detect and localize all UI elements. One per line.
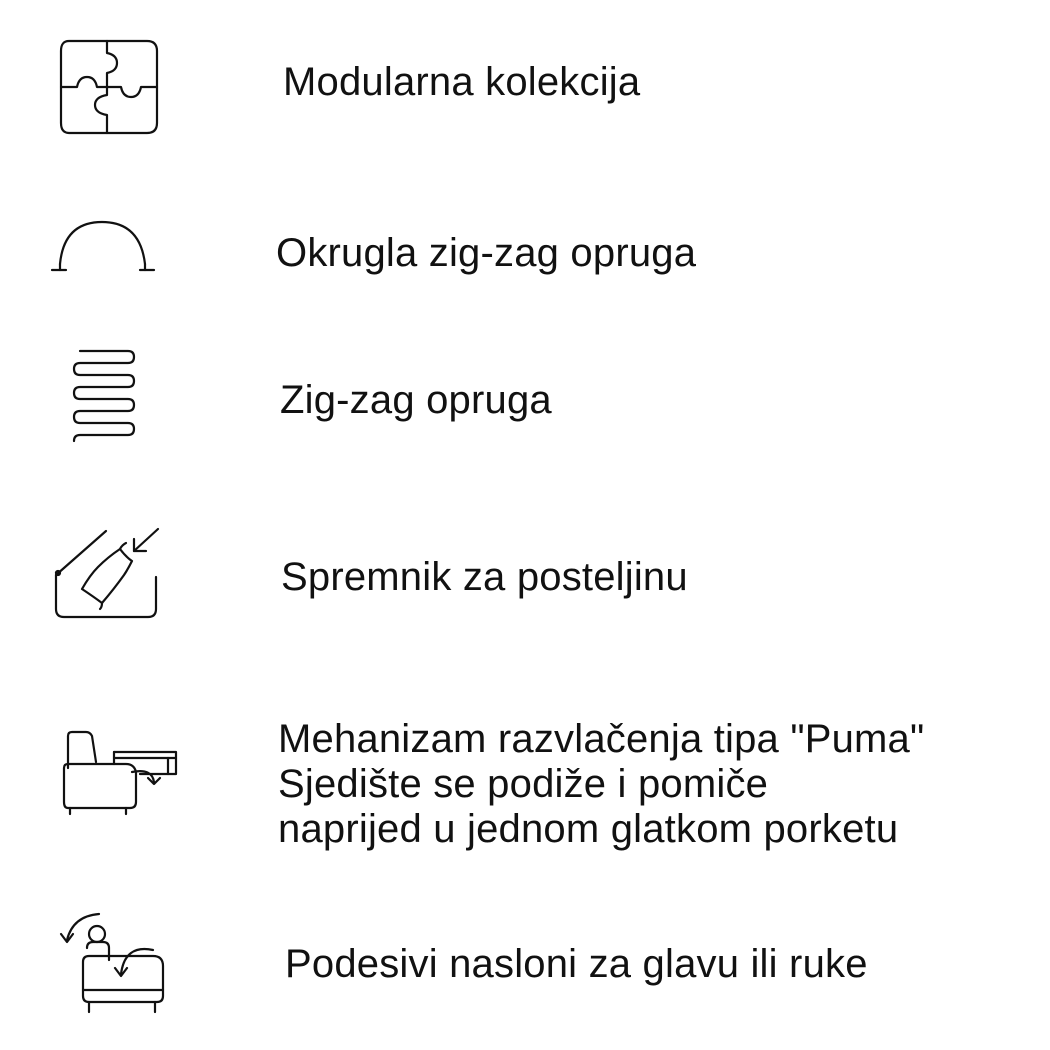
feature-zigzag-spring xyxy=(0,320,1050,490)
feature-label: Zig-zag opruga xyxy=(280,378,552,422)
feature-label-line: Sjedište se podiže i pomiče xyxy=(278,762,769,806)
zigzag-spring-icon xyxy=(70,345,140,445)
puzzle-icon xyxy=(55,35,165,135)
feature-label-multiline xyxy=(278,717,924,852)
feature-label: Okrugla zig-zag opruga xyxy=(276,231,697,275)
arc-spring-icon xyxy=(50,218,155,268)
feature-adjustable-rests xyxy=(0,880,1050,1050)
bedding-storage-icon xyxy=(50,525,165,625)
feature-label-line: Mehanizam razvlačenja tipa "Puma" xyxy=(278,717,925,761)
feature-bedding-storage xyxy=(0,490,1050,670)
feature-modular xyxy=(0,0,1050,170)
sofa-bed-mechanism-icon xyxy=(60,728,185,818)
feature-label-line: naprijed u jednom glatkom porketu xyxy=(278,807,899,851)
feature-label: Spremnik za posteljinu xyxy=(281,555,688,599)
feature-label: Modularna kolekcija xyxy=(283,60,641,104)
feature-sofa-mechanism xyxy=(0,670,1050,880)
adjustable-headrest-icon xyxy=(55,910,170,1015)
feature-label: Podesivi nasloni za glavu ili ruke xyxy=(285,942,868,986)
feature-arc-spring xyxy=(0,170,1050,320)
